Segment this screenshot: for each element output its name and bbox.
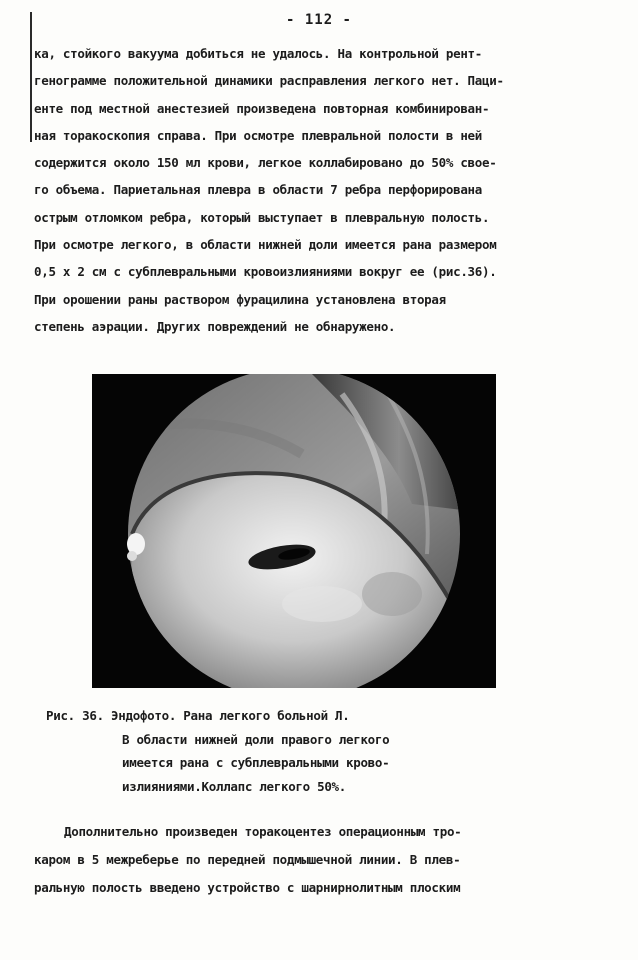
- page-number: - 112 -: [285, 12, 352, 28]
- endoscopic-photo-image: [92, 374, 496, 688]
- text-line: При осмотре легкого, в области нижней доли имеется рана размером: [34, 237, 497, 253]
- figure-caption: [46, 704, 516, 798]
- text-line: генограмме положительной динамики расправления легкого нет. Паци-: [34, 73, 504, 89]
- text-line: ральную полость введено устройство с шарнирнолитным плоским: [34, 880, 461, 895]
- caption-line: излияниями.Коллапс легкого 50%.: [122, 778, 346, 794]
- text-line: При орошении раны раствором фурацилина установлена вторая: [34, 291, 446, 307]
- caption-line: имеется рана с субплевральными крово-: [122, 755, 390, 770]
- text-line: Дополнительно произведен торакоцентез операционным тро-: [64, 824, 462, 839]
- paragraph-2: [34, 818, 604, 902]
- caption-line: В области нижней доли правого легкого: [122, 731, 390, 747]
- text-line: каром в 5 межреберье по передней подмышечной линии. В плев-: [34, 852, 461, 867]
- text-line: степень аэрации. Других повреждений не обнаружено.: [34, 318, 396, 334]
- caption-line: Рис. 36. Эндофото. Рана легкого больной Л.: [46, 708, 350, 723]
- text-line: 0,5 х 2 см с субплевральными кровоизлияниями вокруг ее (рис.36).: [34, 264, 497, 280]
- text-line: острым отломком ребра, который выступает в плевральную полость.: [34, 209, 490, 225]
- text-line: енте под местной анестезией произведена повторная комбинирован-: [34, 100, 490, 116]
- text-line: го объема. Париетальная плевра в области 7 ребра перфорирована: [34, 182, 482, 198]
- endoscopic-photo: [92, 374, 496, 688]
- text-line: ка, стойкого вакуума добиться не удалось. На контрольной рент-: [34, 46, 482, 61]
- text-line: содержится около 150 мл крови, легкое коллабировано до 50% свое-: [34, 155, 497, 171]
- paragraph-1: [34, 40, 604, 340]
- text-line: ная торакоскопия справа. При осмотре плевральной полости в ней: [34, 127, 482, 143]
- margin-line: [30, 12, 32, 142]
